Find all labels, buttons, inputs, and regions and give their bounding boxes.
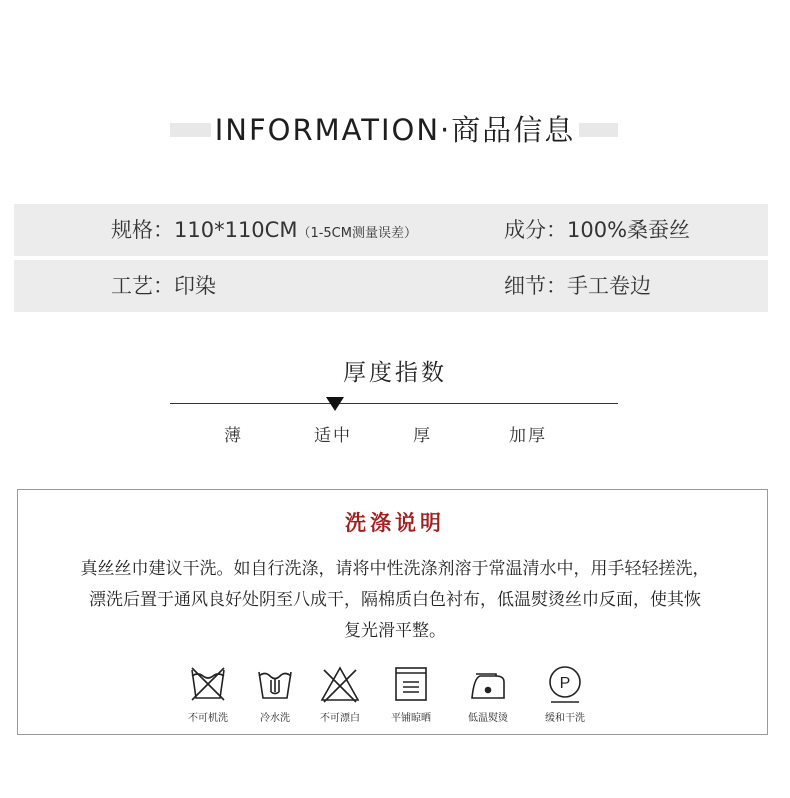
- thickness-scale-line: [170, 403, 618, 404]
- low-iron-icon: [466, 664, 510, 704]
- dry-flat-icon: [389, 664, 433, 704]
- spec-note: （1-5CM测量误差）: [297, 226, 417, 241]
- spec-label: 规格：: [111, 218, 174, 242]
- no-machine-wash-icon: [186, 664, 230, 704]
- gentle-dry-clean-icon: [543, 664, 587, 704]
- gentle-dry-clean-label: 缓和干洗: [545, 713, 585, 724]
- no-bleach-label: 不可漂白: [320, 713, 360, 724]
- thickness-level-medium: 适中: [314, 426, 352, 446]
- thickness-level-extra-thick: 加厚: [509, 426, 547, 446]
- wash-title: 洗涤说明: [345, 511, 445, 535]
- low-iron-label: 低温熨烫: [468, 713, 508, 724]
- thickness-level-thin: 薄: [224, 426, 243, 446]
- wash-text-line-1: 真丝丝巾建议干洗。如自行洗涤，请将中性洗涤剂溶于常温清水中，用手轻轻搓洗，: [80, 559, 710, 579]
- thickness-title: 厚度指数: [343, 360, 447, 386]
- wash-text-line-3: 复光滑平整。: [344, 621, 446, 641]
- dry-clean-symbol: P: [559, 675, 571, 692]
- wash-text-line-2: 漂洗后置于通风良好处阴至八成干，隔棉质白色衬布，低温熨烫丝巾反面，使其恢: [89, 590, 701, 610]
- dry-flat-label: 平铺晾晒: [391, 713, 431, 724]
- page-title: [0, 110, 790, 150]
- detail-cell: 细节：手工卷边: [504, 274, 651, 298]
- composition-cell: 成分：100%桑蚕丝: [504, 218, 691, 242]
- no-bleach-icon: [318, 664, 362, 704]
- no-machine-wash-label: 不可机洗: [188, 713, 228, 724]
- thickness-level-thick: 厚: [413, 426, 432, 446]
- spec-value: 110*110CM: [174, 218, 298, 242]
- cold-wash-label: 冷水洗: [260, 713, 290, 724]
- thickness-marker-icon: [326, 397, 344, 411]
- page-title-text: INFORMATION·商品信息: [211, 113, 580, 147]
- cold-wash-icon: [253, 664, 297, 704]
- info-row-craft: [14, 260, 768, 312]
- info-row-spec: [14, 204, 768, 256]
- craft-cell: 工艺：印染: [111, 274, 216, 298]
- spec-cell: [111, 204, 417, 260]
